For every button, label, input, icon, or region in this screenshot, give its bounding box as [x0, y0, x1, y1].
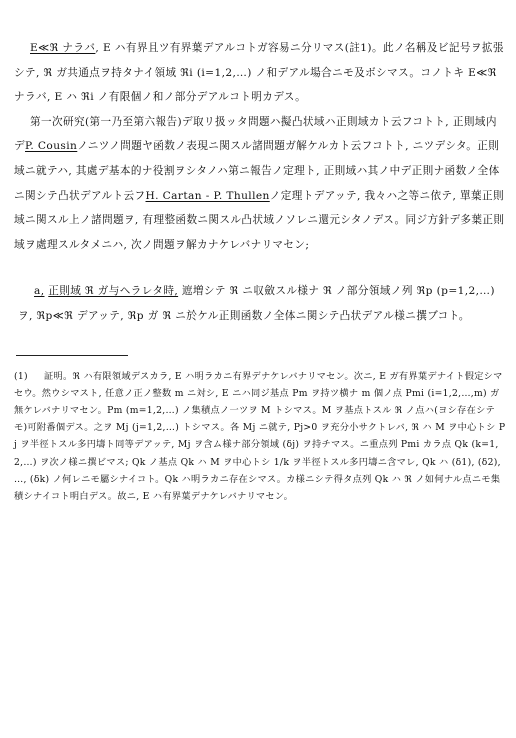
problem-a-statement: 遮増シテ ℜ ニ収斂スル様ナ ℜ ノ部分領域ノ列 ℜp (p=1,2,…) ヲ, ℜp≪ℜ デアッテ, ℜp ガ ℜ ニ於ケル正則函数ノ全体ニ関シテ凸状デアル様ニ撰ブコト。 [18, 285, 495, 322]
footnote-1 [14, 368, 506, 506]
paragraph-text: ノニツノ問題ヤ函数ノ表現ニ関スル諸問題ガ解ケルカト云フコトト, ニツデシタ。正則域ニ就テハ, 其處デ基本的ナ役割ヲシタノハ第ニ報告ノ定理ト, 正則域ハ其ノ中デ正則ナ函数ノ全体ニ関シテ凸状デアルト云フ [14, 140, 500, 202]
cousin-reference: P. Cousin [25, 140, 78, 153]
underlined-phrase: E≪ℜ ナラバ [30, 42, 96, 54]
paragraph-text: ノ定理トデアッテ, 我々ハ之等ニ依テ, 單葉正則域ニ関スル上ノ諸問題ヲ, 有理整函数ニ関スル凸状域ノソレニ還元シタノデス。同ジ方針デ多葉正則域ヲ處理スルタメニハ, 次ノ問題ヲ解カナケレバナリマセン; [14, 189, 505, 251]
paragraph-definition-extension [14, 36, 506, 110]
spacer [14, 257, 506, 279]
footnote-marker: (1) [14, 370, 28, 382]
problem-label: a, [34, 285, 45, 298]
paragraph-text: , E ハ有界且ツ有界葉デアルコトガ容易ニ分リマス(註1)。此ノ名稱及ビ記号ヲ拡張シテ, ℜ ガ共通点ヲ持タナイ領域 ℜi (i=1,2,…) ノ和デアル場合ニモ及ボシマス。コノトキ E≪ℜ ナラバ, E ハ ℜi ノ有限個ノ和ノ部分デアルコト明カデス。 [14, 42, 504, 104]
paragraph-first-study [14, 110, 506, 258]
problem-a [14, 279, 506, 328]
spacer [14, 329, 506, 355]
footnote-text: 証明。ℜ ハ有限領域デスカラ, E ハ明ラカニ有界デナケレバナリマセン。次ニ, E ガ有界葉デナイト假定シマセウ。然ウシマスト, 任意ノ正ノ整数 m ニ対シ, E ニハ同ジ基点 Pm ヲ持ツ横ナ m 個ノ点 Pmi (i=1,2,…,m) ガ無ケレバナリマセン。Pm (m=1,2,…) ノ集積点ノ一ツヲ M トシマス。M ヲ基点トスル ℜ ノ点ハ(ヨシ存在シテモ)可附番個デス。之ヲ Mj (j=1,2,…) トシマス。各 Mj ニ就テ, Pj>0 ヲ充分小サクトレバ, ℜ ハ M ヲ中心トシ Pj ヲ半徑トスル多円壔ト同等デアッテ, Mj ヲ含ム様ナ部分領域 (δj) ヲ持チマス。ニ重点列 Pmi カラ点 Qk (k=1,2,…) ヲ次ノ様ニ撰ビマス; Qk ノ基点 Qk ハ M ヲ中心トシ 1/k ヲ半徑トスル多円壔ニ含マレ, Qk ハ (δ1), (δ2), …, (δk) ノ何レニモ屬シナイコト。Qk ハ明ラカニ存在シマス。カ様ニシテ得タ点列 Qk ハ ℜ ノ如何ナル点ニモ集積シナイコト明白デス。故ニ, E ハ有界葉デナケレバナリマセン。 [14, 370, 506, 502]
problem-a-condition: 正則域 ℜ ガ与ヘラレタ時, [48, 285, 179, 298]
paragraph-text: 第一次研究(第一乃至第六報告)デ取リ扱ッタ問題ハ擬凸状域ハ正則域カト云フコトト, 正則域内デ [14, 115, 497, 153]
cartan-thullen-reference: H. Cartan - P. Thullen [145, 189, 270, 202]
footnote-divider [16, 355, 128, 356]
